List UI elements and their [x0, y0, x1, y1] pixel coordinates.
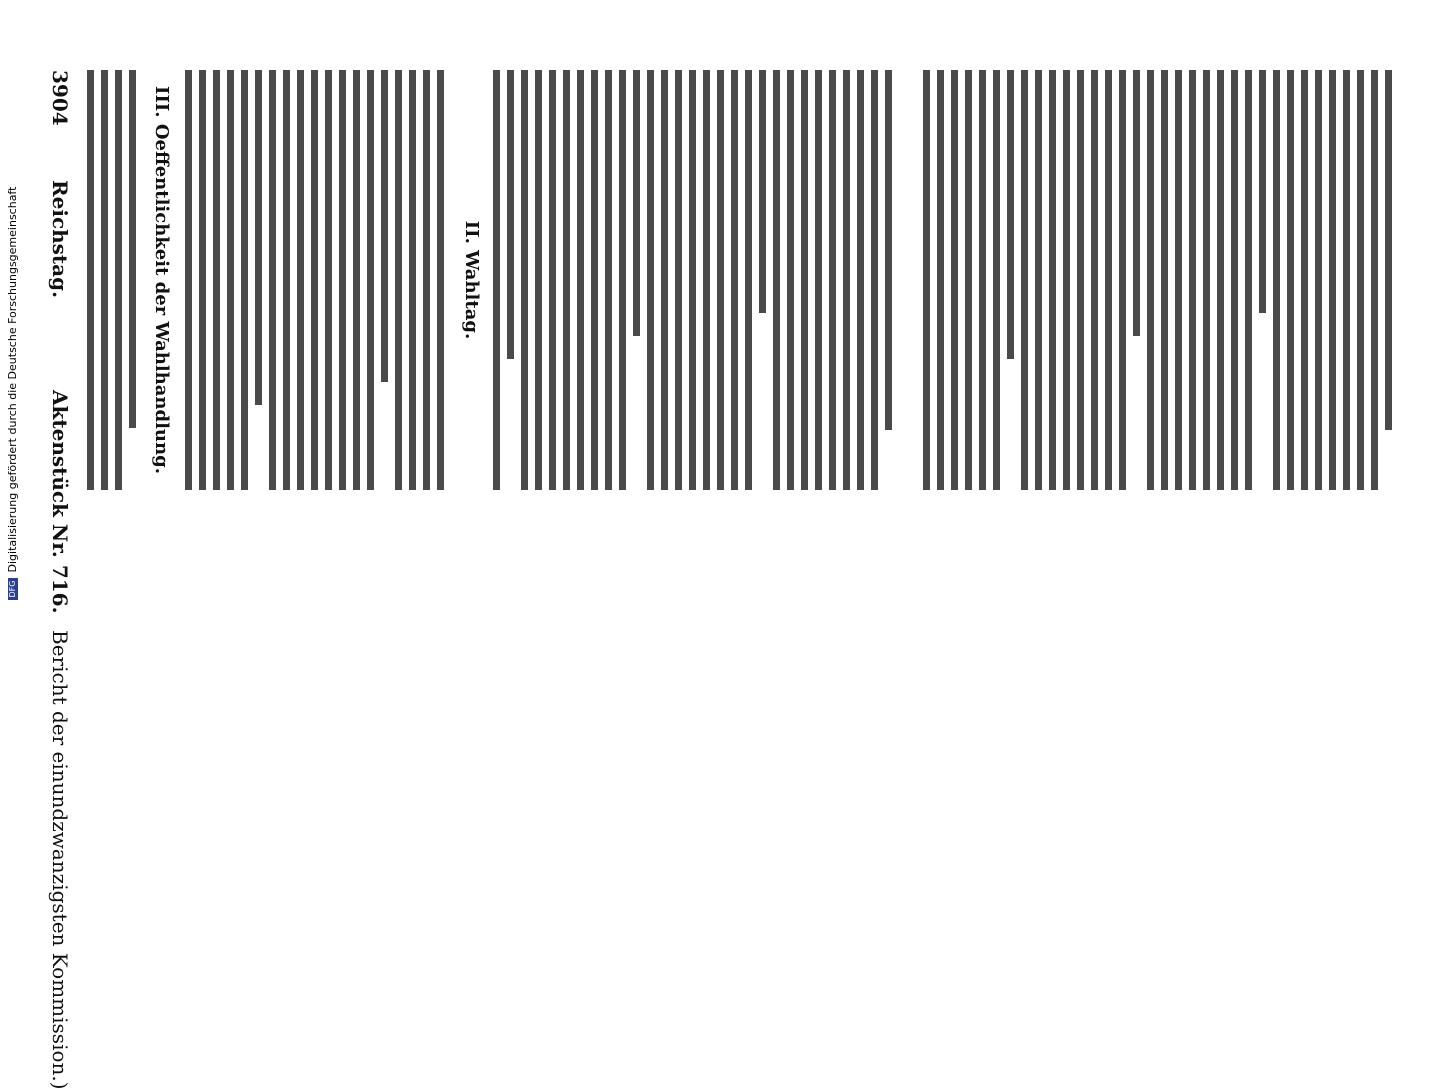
text-line	[1035, 70, 1042, 490]
text-line	[951, 70, 958, 490]
text-line	[395, 70, 402, 490]
text-line	[1301, 70, 1308, 490]
header-right-title: Bericht der einundzwanzigsten Kommission.)	[48, 630, 72, 1090]
header-center-title: Aktenstück Nr. 716.	[48, 390, 72, 614]
digitization-footer	[6, 186, 20, 600]
text-line	[661, 70, 668, 490]
text-line	[255, 70, 262, 405]
text-line	[563, 70, 570, 490]
text-line	[1343, 70, 1350, 490]
text-line	[199, 70, 206, 490]
text-line	[283, 70, 290, 490]
text-line	[1007, 70, 1014, 359]
text-line	[1371, 70, 1378, 490]
text-line	[549, 70, 556, 490]
text-line	[87, 70, 94, 490]
text-line	[1147, 70, 1154, 490]
header-left-title: Reichstag.	[48, 180, 72, 299]
dfg-logo: DFG	[8, 578, 18, 600]
text-line	[1329, 70, 1336, 490]
text-line	[115, 70, 122, 490]
text-line	[787, 70, 794, 490]
text-line	[577, 70, 584, 490]
text-line	[937, 70, 944, 490]
text-line	[885, 70, 892, 430]
text-line	[993, 70, 1000, 490]
text-line	[521, 70, 528, 490]
text-line	[759, 70, 766, 313]
text-line	[923, 70, 930, 490]
text-line	[1231, 70, 1238, 490]
text-line	[1105, 70, 1112, 490]
text-line	[815, 70, 822, 490]
text-line	[325, 70, 332, 490]
text-line	[1119, 70, 1126, 490]
text-line	[731, 70, 738, 490]
text-line	[605, 70, 612, 490]
text-line	[339, 70, 346, 490]
digitization-note: Digitalisierung gefördert durch die Deutsche Forschungsgemeinschaft	[6, 186, 19, 573]
page-header	[32, 70, 72, 1090]
text-line	[633, 70, 640, 336]
text-line	[437, 70, 444, 490]
text-line	[1357, 70, 1364, 490]
text-line	[675, 70, 682, 490]
text-line	[979, 70, 986, 490]
text-line	[1063, 70, 1070, 490]
text-lines-left	[72, 70, 892, 490]
text-line	[493, 70, 500, 490]
text-line	[311, 70, 318, 490]
text-line	[1189, 70, 1196, 490]
text-line	[213, 70, 220, 490]
text-line	[129, 70, 136, 428]
text-line	[871, 70, 878, 490]
text-line	[829, 70, 836, 490]
section-heading-ii: II. Wahltag.	[461, 220, 482, 340]
text-line	[647, 70, 654, 490]
text-line	[843, 70, 850, 490]
text-line	[703, 70, 710, 490]
text-line	[1091, 70, 1098, 490]
text-line	[353, 70, 360, 490]
text-line	[1161, 70, 1168, 490]
text-line	[1259, 70, 1266, 313]
text-line	[1273, 70, 1280, 490]
text-line	[185, 70, 192, 490]
text-line	[381, 70, 388, 382]
text-line	[745, 70, 752, 490]
text-line	[1175, 70, 1182, 490]
text-line	[1021, 70, 1028, 490]
text-line	[1385, 70, 1392, 430]
text-line	[965, 70, 972, 490]
page-number: 3904	[48, 70, 72, 126]
text-line	[227, 70, 234, 490]
text-line	[689, 70, 696, 490]
text-line	[857, 70, 864, 490]
text-line	[1245, 70, 1252, 490]
section-heading-iii: III. Oeffentlichkeit der Wahlhandlung.	[151, 86, 172, 474]
text-line	[1077, 70, 1084, 490]
left-text-column	[72, 70, 892, 490]
text-line	[1203, 70, 1210, 490]
text-line	[591, 70, 598, 490]
right-text-column	[912, 70, 1392, 490]
text-line	[619, 70, 626, 490]
text-line	[717, 70, 724, 490]
text-line	[1133, 70, 1140, 336]
text-line	[367, 70, 374, 490]
text-line	[101, 70, 108, 490]
text-line	[297, 70, 304, 490]
text-lines-right	[912, 70, 1392, 490]
text-line	[241, 70, 248, 490]
text-line	[1217, 70, 1224, 490]
text-line	[801, 70, 808, 490]
text-line	[1315, 70, 1322, 490]
text-line	[773, 70, 780, 490]
text-line	[1049, 70, 1056, 490]
text-line	[269, 70, 276, 490]
text-line	[535, 70, 542, 490]
text-line	[423, 70, 430, 490]
text-line	[507, 70, 514, 359]
text-line	[1287, 70, 1294, 490]
text-line	[409, 70, 416, 490]
